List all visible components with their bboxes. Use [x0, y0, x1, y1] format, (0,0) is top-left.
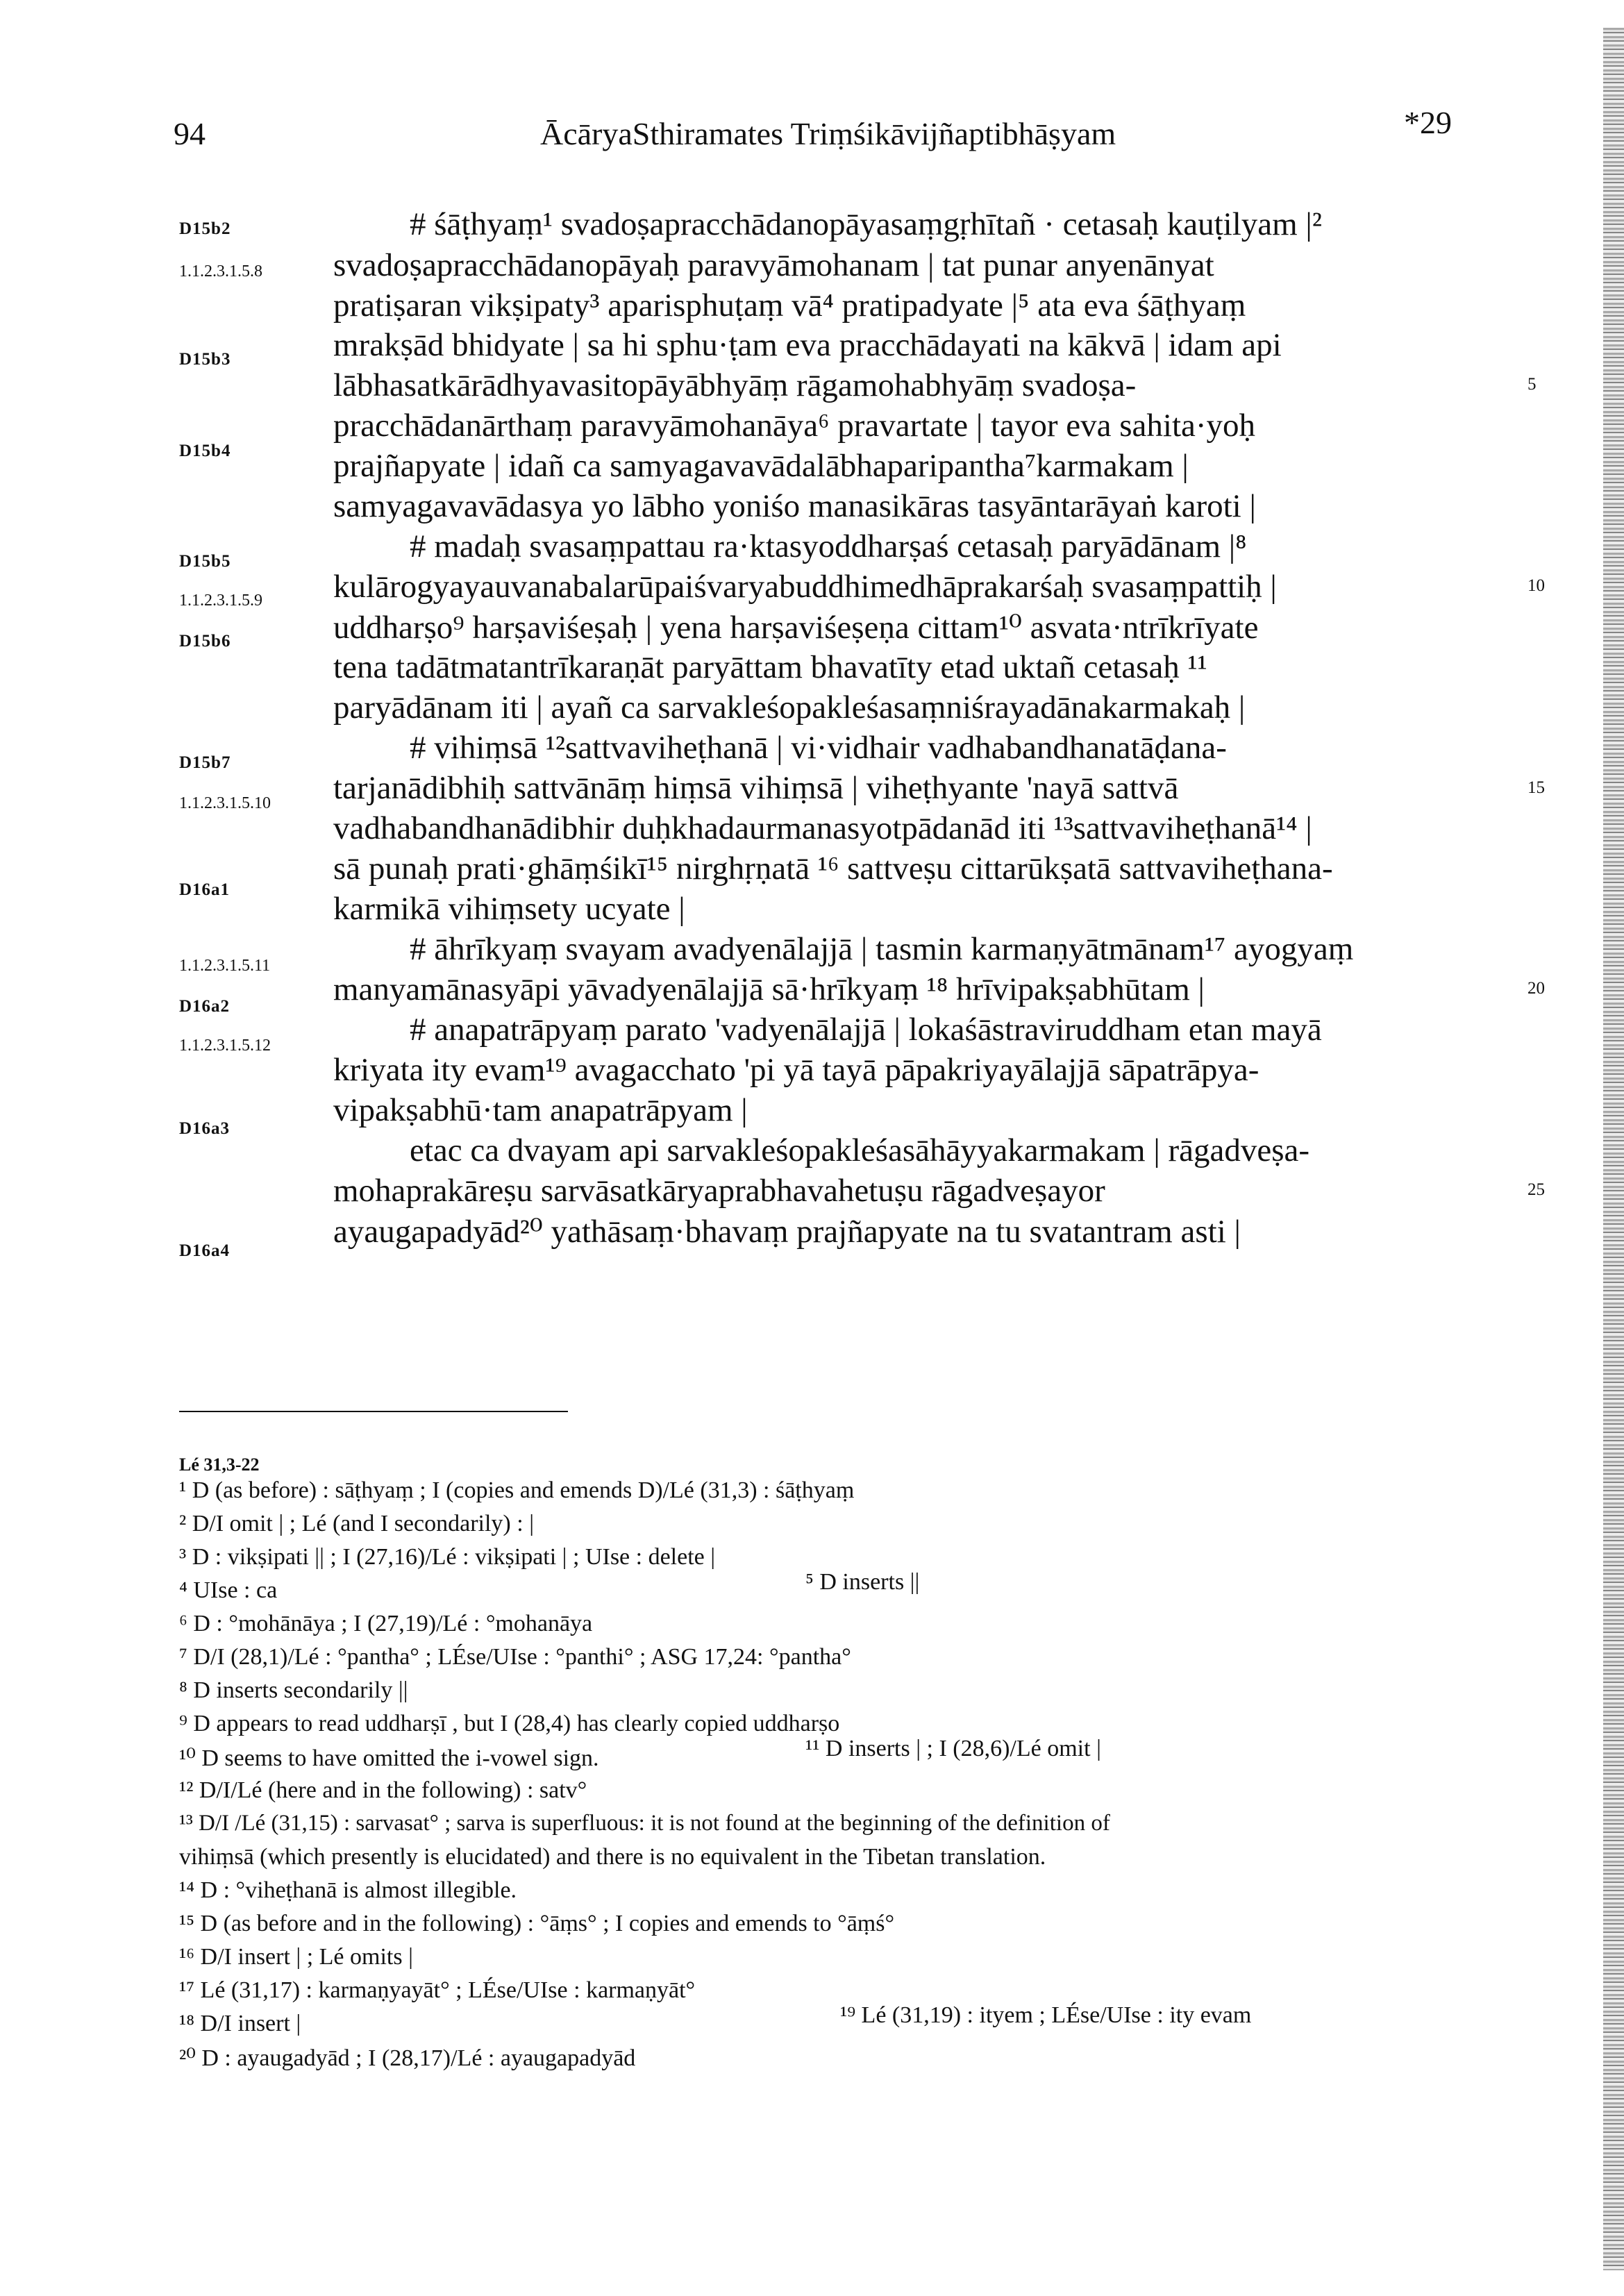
margin-ref: D16a3	[179, 1119, 231, 1138]
text-line: ayaugapadyād²⁰ yathāsaṃ·bhavaṃ prajñapyate na tu svatantram asti |	[333, 1214, 1241, 1250]
margin-ref: D15b5	[179, 552, 231, 571]
margin-ref: 1.1.2.3.1.5.9	[179, 592, 262, 610]
footnote: ² D/I omit | ; Lé (and I secondarily) : |	[179, 1511, 534, 1536]
text-line: vipakṣabhū·tam anapatrāpyam |	[333, 1092, 748, 1128]
line-number: 10	[1527, 576, 1545, 595]
footnote-rule	[179, 1411, 568, 1412]
text-line: pracchādanārthaṃ paravyāmohanāya⁶ pravartate | tayor eva sahita·yoḥ	[333, 408, 1256, 444]
line-number: 20	[1527, 979, 1545, 998]
footnote: ⁹ D appears to read uddharṣī , but I (28,4) has clearly copied uddharṣo	[179, 1711, 840, 1736]
text-line: # śāṭhyaṃ¹ svadoṣapracchādanopāyasaṃgṛhītañ · cetasaḥ kauṭilyam |²	[410, 206, 1322, 242]
text-line: sā punaḥ prati·ghāṃśikī¹⁵ nirghṛṇatā ¹⁶ sattveṣu cittarūkṣatā sattvaviheṭhana-	[333, 850, 1333, 887]
margin-ref: D16a2	[179, 997, 231, 1016]
text-line: # vihiṃsā ¹²sattvaviheṭhanā | vi·vidhair vadhabandhanatāḍana-	[410, 730, 1227, 766]
page-number: 94	[174, 116, 206, 151]
margin-ref: D15b4	[179, 442, 231, 460]
scan-edge-shadow	[1603, 28, 1624, 2270]
footnote: ¹⁸ D/I insert |	[179, 2011, 301, 2036]
text-line: manyamānasyāpi yāvadyenālajjā sā·hrīkyaṃ ¹⁸ hrīvipakṣabhūtam |	[333, 971, 1205, 1007]
folio-marker: *29	[1404, 105, 1452, 140]
footnote: ¹² D/I/Lé (here and in the following) : satv°	[179, 1777, 587, 1803]
footnote: ¹⁹ Lé (31,19) : ityem ; LÉse/UIse : ity evam	[840, 2002, 1252, 2028]
text-line: kriyata ity evam¹⁹ avagacchato 'pi yā tayā pāpakriyayālajjā sāpatrāpya-	[333, 1052, 1259, 1088]
footnote: ¹⁷ Lé (31,17) : karmaṇyayāt° ; LÉse/UIse : karmaṇyāt°	[179, 1977, 696, 2003]
text-line: vadhabandhanādibhir duḥkhadaurmanasyotpādanād iti ¹³sattvaviheṭhanā¹⁴ |	[333, 810, 1312, 846]
footnote: ¹³ D/I /Lé (31,15) : sarvasat° ; sarva is superfluous: it is not found at the beginning of the definition of	[179, 1811, 1110, 1836]
margin-ref: D16a1	[179, 880, 231, 899]
text-line: lābhasatkārādhyavasitopāyābhyāṃ rāgamohabhyāṃ svadoṣa-	[333, 367, 1137, 403]
text-line: tena tadātmatantrīkaraṇāt paryāttam bhavatīty etad uktañ cetasaḥ ¹¹	[333, 649, 1207, 685]
text-line: samyagavavādasya yo lābho yoniśo manasikāras tasyāntarāyaṅ karoti |	[333, 488, 1256, 524]
text-line: etac ca dvayam api sarvakleśopakleśasāhāyyakarmakam | rāgadveṣa-	[410, 1132, 1310, 1168]
footnote: ⁸ D inserts secondarily ||	[179, 1677, 408, 1703]
line-number: 5	[1527, 375, 1537, 394]
text-line: prajñapyate | idañ ca samyagavavādalābhaparipantha⁷karmakam |	[333, 448, 1189, 484]
footnote: ¹⁰ D seems to have omitted the i-vowel sign.	[179, 1745, 599, 1771]
line-number: 25	[1527, 1180, 1545, 1199]
footnote: ⁶ D : °mohānāya ; I (27,19)/Lé : °mohanāya	[179, 1611, 593, 1636]
footnote: vihiṃsā (which presently is elucidated) and there is no equivalent in the Tibetan translation.	[179, 1844, 1046, 1870]
text-line: pratiṣaran vikṣipaty³ aparisphuṭaṃ vā⁴ pratipadyate |⁵ ata eva śāṭhyaṃ	[333, 287, 1246, 324]
footnote: ¹⁶ D/I insert | ; Lé omits |	[179, 1944, 413, 1970]
text-line: # anapatrāpyaṃ parato 'vadyenālajjā | lokaśāstraviruddham etan mayā	[410, 1012, 1322, 1048]
footnote: ²⁰ D : ayaugadyād ; I (28,17)/Lé : ayaugapadyād	[179, 2045, 636, 2071]
footnote: ⁷ D/I (28,1)/Lé : °pantha° ; LÉse/UIse : °panthi° ; ASG 17,24: °pantha°	[179, 1644, 851, 1670]
margin-ref: D15b6	[179, 632, 231, 651]
text-line: karmikā vihiṃsety ucyate |	[333, 891, 685, 927]
margin-ref: D15b7	[179, 753, 231, 772]
footnote-header: Lé 31,3-22	[179, 1455, 260, 1475]
margin-ref: D16a4	[179, 1241, 231, 1260]
margin-ref: 1.1.2.3.1.5.8	[179, 262, 262, 280]
text-line: uddharṣo⁹ harṣaviśeṣaḥ | yena harṣaviśeṣeṇa cittam¹⁰ asvata·ntrīkrīyate	[333, 610, 1259, 646]
line-number: 15	[1527, 778, 1545, 797]
text-line: tarjanādibhiḥ sattvānāṃ hiṃsā vihiṃsā | viheṭhyante 'nayā sattvā	[333, 770, 1179, 806]
footnote: ¹ D (as before) : sāṭhyaṃ ; I (copies and emends D)/Lé (31,3) : śāṭhyaṃ	[179, 1477, 855, 1503]
running-title: ĀcāryaSthiramates Triṃśikāvijñaptibhāṣyam	[540, 116, 1116, 151]
text-line: mrakṣād bhidyate | sa hi sphu·ṭam eva pracchādayati na kākvā | idam api	[333, 327, 1282, 363]
text-line: # madaḥ svasaṃpattau ra·ktasyoddharṣaś cetasaḥ paryādānam |⁸	[410, 528, 1247, 564]
footnote: ¹⁴ D : °viheṭhanā is almost illegible.	[179, 1877, 517, 1903]
text-line: paryādānam iti | ayañ ca sarvakleśopakleśasaṃniśrayadānakarmakaḥ |	[333, 689, 1246, 726]
footnote: ⁴ UIse : ca	[179, 1577, 278, 1603]
footnote: ⁵ D inserts ||	[805, 1569, 920, 1595]
margin-ref: 1.1.2.3.1.5.10	[179, 794, 271, 812]
margin-ref: 1.1.2.3.1.5.12	[179, 1037, 271, 1055]
text-line: svadoṣapracchādanopāyaḥ paravyāmohanam | tat punar anyenānyat	[333, 247, 1214, 283]
text-line: kulārogyayauvanabalarūpaiśvaryabuddhimedhāprakarśaḥ svasaṃpattiḥ |	[333, 569, 1277, 605]
margin-ref: 1.1.2.3.1.5.11	[179, 957, 271, 975]
margin-ref: D15b2	[179, 219, 231, 238]
margin-ref: D15b3	[179, 350, 231, 369]
text-line: # āhrīkyaṃ svayam avadyenālajjā | tasmin karmaṇyātmānam¹⁷ ayogyaṃ	[410, 931, 1354, 967]
footnote: ¹⁵ D (as before and in the following) : °āṃs° ; I copies and emends to °āṃś°	[179, 1911, 895, 1936]
text-line: mohaprakāreṣu sarvāsatkāryaprabhavahetuṣu rāgadveṣayor	[333, 1173, 1105, 1209]
footnote: ³ D : vikṣipati || ; I (27,16)/Lé : vikṣipati | ; UIse : delete |	[179, 1544, 716, 1570]
footnote: ¹¹ D inserts | ; I (28,6)/Lé omit |	[805, 1736, 1101, 1761]
